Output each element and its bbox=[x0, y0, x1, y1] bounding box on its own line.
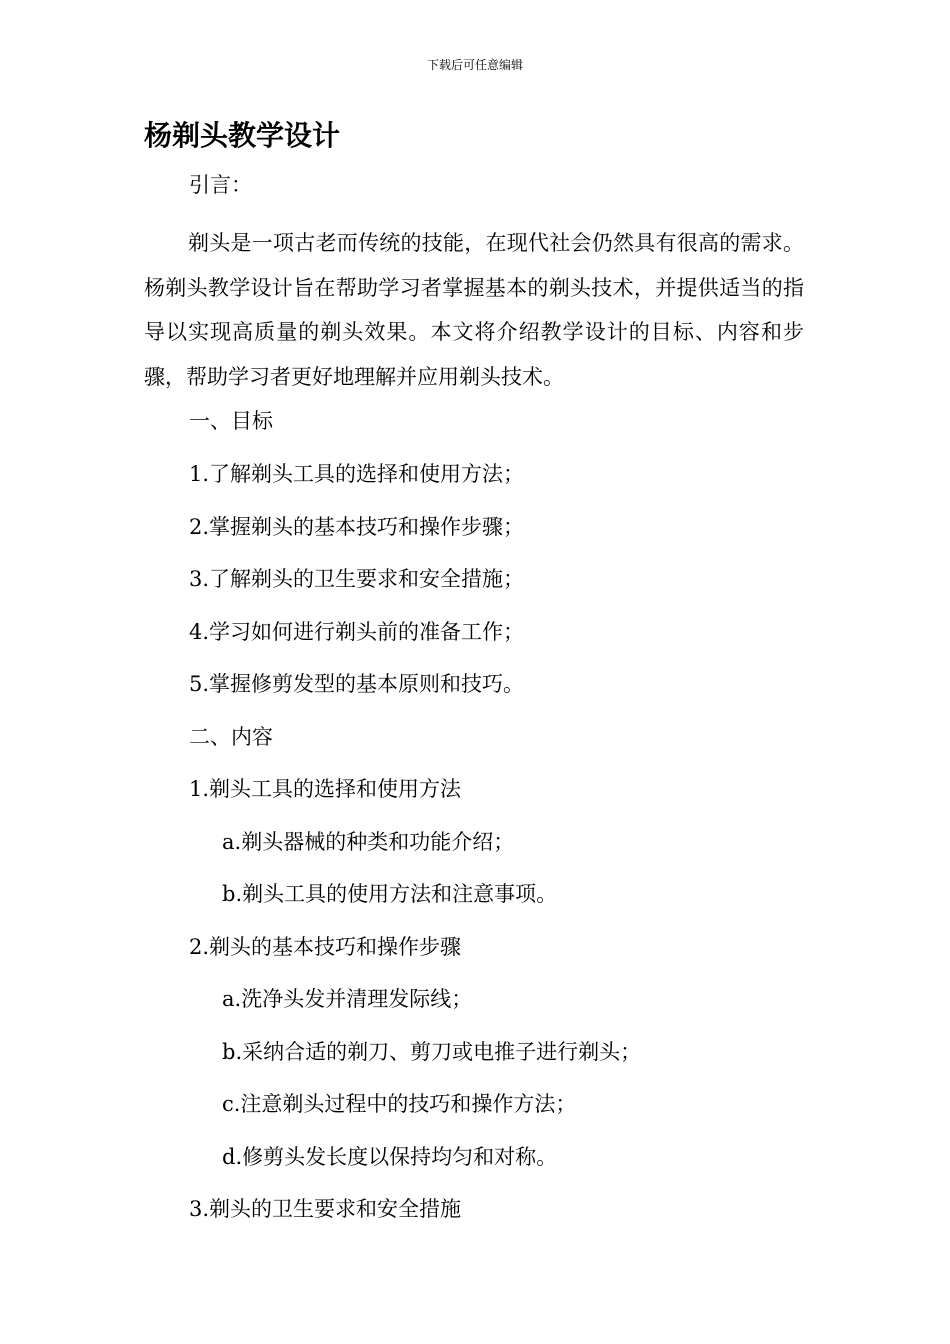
goal-item: 2.掌握剃头的基本技巧和操作步骤； bbox=[189, 515, 525, 539]
content-topic: 2.剃头的基本技巧和操作步骤 bbox=[189, 935, 462, 959]
content-subitem: a.洗净头发并清理发际线； bbox=[222, 987, 473, 1011]
document-title: 杨剃头教学设计 bbox=[144, 119, 341, 152]
content-subitem: b.剃头工具的使用方法和注意事项。 bbox=[222, 882, 558, 906]
goal-item: 5.掌握修剪发型的基本原则和技巧。 bbox=[189, 672, 525, 696]
content-topic: 3.剃头的卫生要求和安全措施 bbox=[189, 1197, 462, 1221]
content-subitem: d.修剪头发长度以保持均匀和对称。 bbox=[222, 1145, 558, 1169]
content-subitem: c.注意剃头过程中的技巧和操作方法； bbox=[222, 1092, 577, 1116]
content-topic: 1.剃头工具的选择和使用方法 bbox=[189, 777, 462, 801]
content-subitem: b.采纳合适的剃刀、剪刀或电推子进行剃头； bbox=[222, 1040, 642, 1064]
page-header-note: 下载后可任意编辑 bbox=[426, 58, 523, 72]
intro-paragraph: 剃头是一项古老而传统的技能，在现代社会仍然具有很高的需求。杨剃头教学设计旨在帮助学习者掌握基本的剃头技术，并提供适当的指导以实现高质量的剃头效果。本文将介绍教学设计的目标、内容和步骤，帮助学习者更好地理解并应用剃头技术。 bbox=[144, 231, 804, 389]
section-heading-content: 二、内容 bbox=[189, 725, 273, 749]
content-subitem: a.剃头器械的种类和功能介绍； bbox=[222, 830, 515, 854]
goal-item: 4.学习如何进行剃头前的准备工作； bbox=[189, 620, 525, 644]
section-heading-goals: 一、目标 bbox=[189, 409, 273, 433]
goal-item: 1.了解剃头工具的选择和使用方法； bbox=[189, 462, 525, 486]
goal-item: 3.了解剃头的卫生要求和安全措施； bbox=[189, 567, 525, 591]
intro-label: 引言： bbox=[189, 173, 252, 197]
